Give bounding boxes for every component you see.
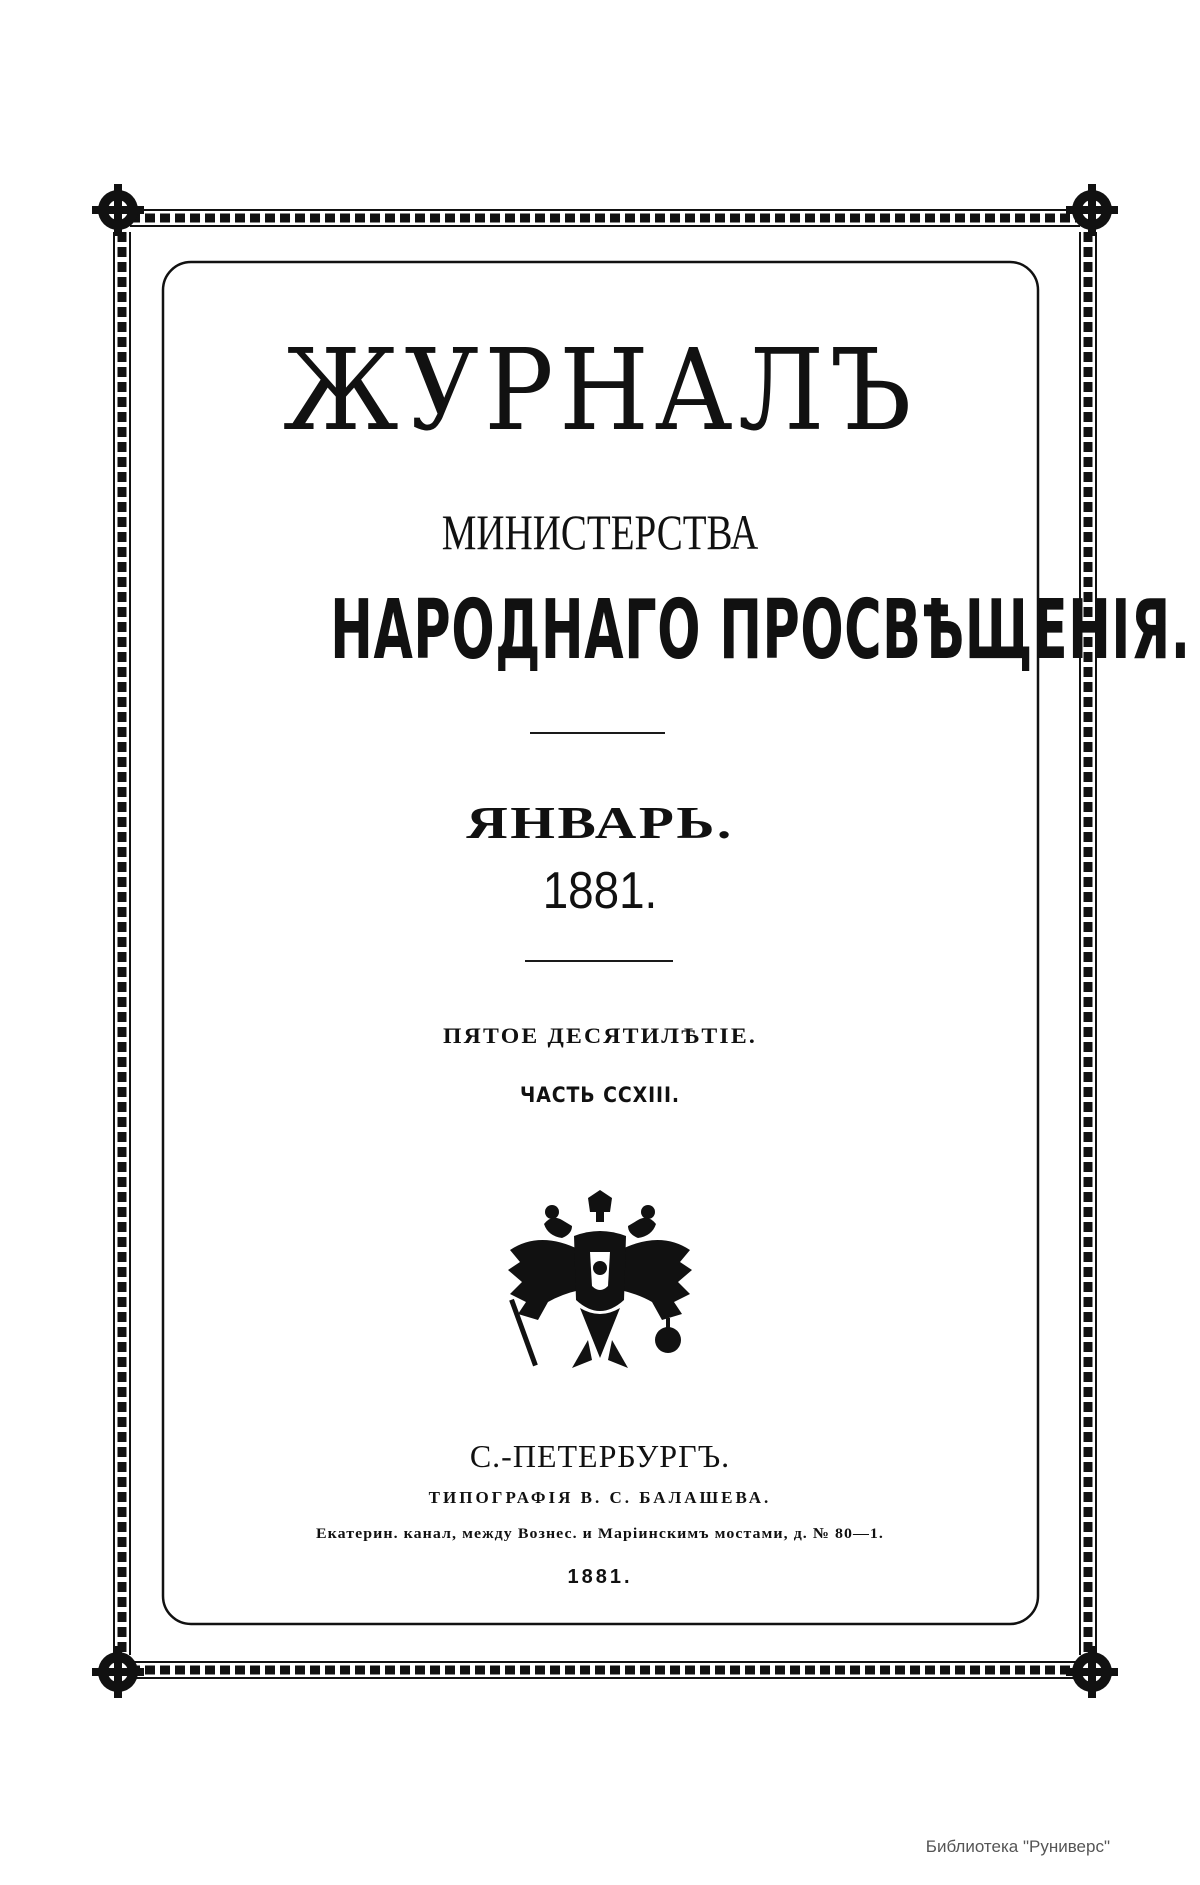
double-headed-eagle-icon [500, 1190, 700, 1390]
series-part: ЧАСТЬ CCXIII. [520, 1083, 680, 1107]
journal-title: ЖУРНАЛЪ [283, 326, 917, 456]
issue-month: ЯНВАРЬ. [466, 797, 734, 848]
imprint-press: ТИПОГРАФIЯ В. С. БАЛАШЕВА. [428, 1488, 772, 1507]
series-decade: ПЯТОЕ ДЕСЯТИЛѢТIЕ. [443, 1023, 757, 1048]
issue-year: 1881. [542, 862, 658, 920]
title-page [165, 265, 1191, 1620]
imprint-year: 1881. [567, 1566, 633, 1588]
library-watermark: Библиотека "Руниверс" [925, 1837, 1110, 1856]
divider-rule [530, 732, 665, 734]
journal-subtitle-education: НАРОДНАГО ПРОСВѢЩЕНIЯ. [330, 583, 1191, 678]
divider-rule [525, 960, 673, 962]
journal-subtitle-ministry: МИНИСТЕРСТВА [441, 504, 759, 560]
imprint-address: Екатерин. канал, между Вознес. и Марiинскимъ мостами, д. № 80—1. [316, 1526, 884, 1542]
imprint-city: С.-ПЕТЕРБУРГЪ. [469, 1438, 731, 1474]
